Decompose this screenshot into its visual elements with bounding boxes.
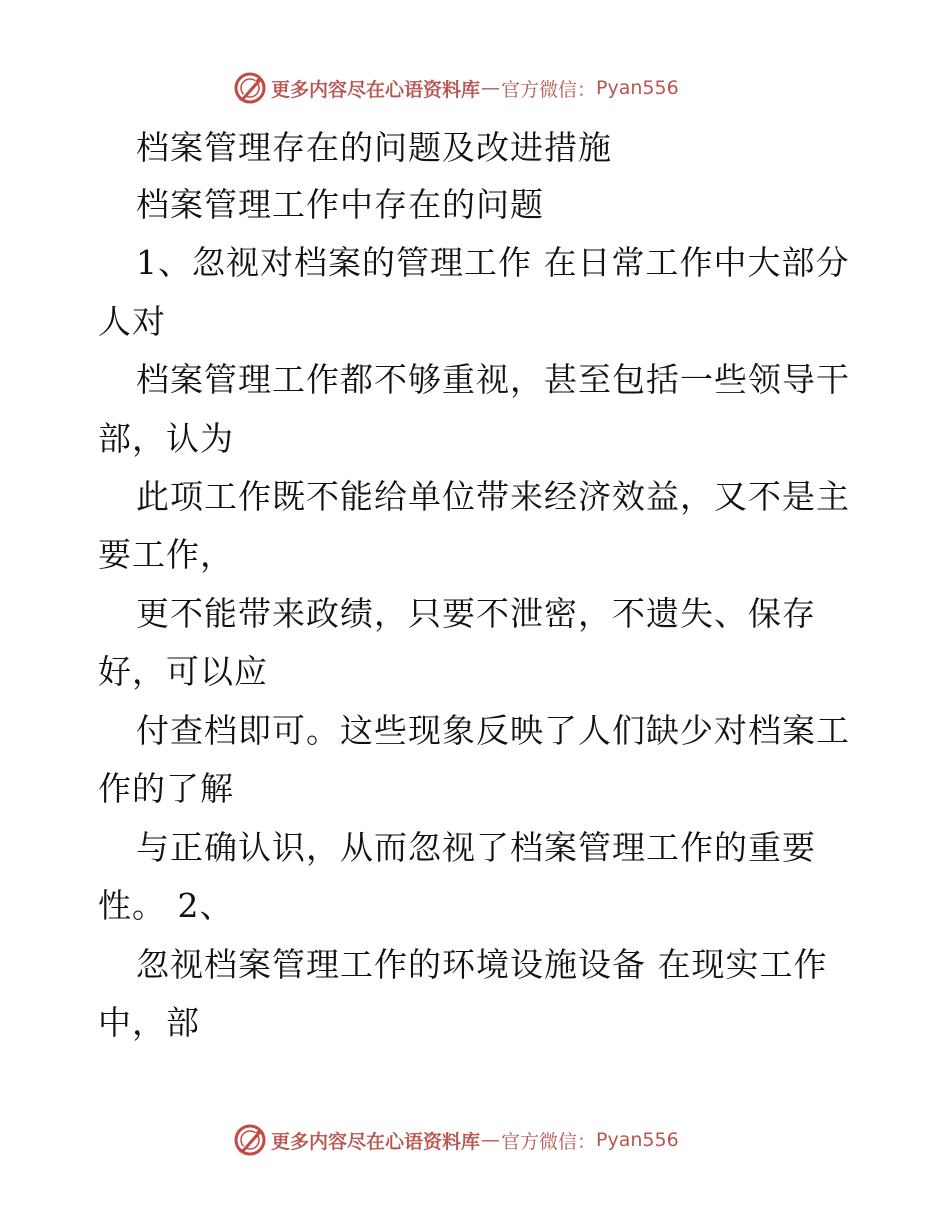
text-line: 性。 2、 [98, 886, 234, 925]
text-line: 作的了解 [98, 769, 234, 808]
wechat-label: 官方微信： [501, 1130, 597, 1153]
brand-text: 更多内容尽在心语资料库 [271, 78, 481, 101]
text-line: 忽视档案管理工作的环境设施设备 在现实工作 [136, 945, 828, 984]
quill-logo-icon [233, 71, 267, 105]
wechat-id: Pyan556 [596, 1129, 679, 1151]
text-line: 1、忽视对档案的管理工作 在日常工作中大部分 [136, 243, 850, 282]
document-title: 档案管理存在的问题及改进措施 [136, 128, 612, 167]
text-line: 付查档即可。这些现象反映了人们缺少对档案工 [136, 711, 850, 750]
text-line: 部，认为 [98, 419, 234, 458]
wechat-label: 官方微信： [501, 78, 597, 101]
quill-logo-icon [233, 1123, 267, 1157]
text-line: 要工作， [98, 535, 234, 574]
text-line: 与正确认识，从而忽视了档案管理工作的重要 [136, 828, 816, 867]
text-line: 更不能带来政绩，只要不泄密，不遗失、保存 [136, 594, 816, 633]
text-line: 好，可以应 [98, 652, 268, 691]
text-line: 此项工作既不能给单位带来经济效益，又不是主 [136, 477, 850, 516]
text-line: 档案管理工作中存在的问题 [136, 185, 544, 224]
banner-dash: — [481, 77, 501, 99]
wechat-id: Pyan556 [596, 77, 679, 99]
brand-text: 更多内容尽在心语资料库 [271, 1130, 481, 1153]
header-banner [233, 70, 679, 106]
footer-banner [233, 1122, 679, 1158]
text-line: 人对 [98, 302, 166, 341]
text-line: 档案管理工作都不够重视，甚至包括一些领导干 [136, 360, 850, 399]
banner-dash: — [481, 1129, 501, 1151]
text-line: 中，部 [98, 1003, 200, 1042]
